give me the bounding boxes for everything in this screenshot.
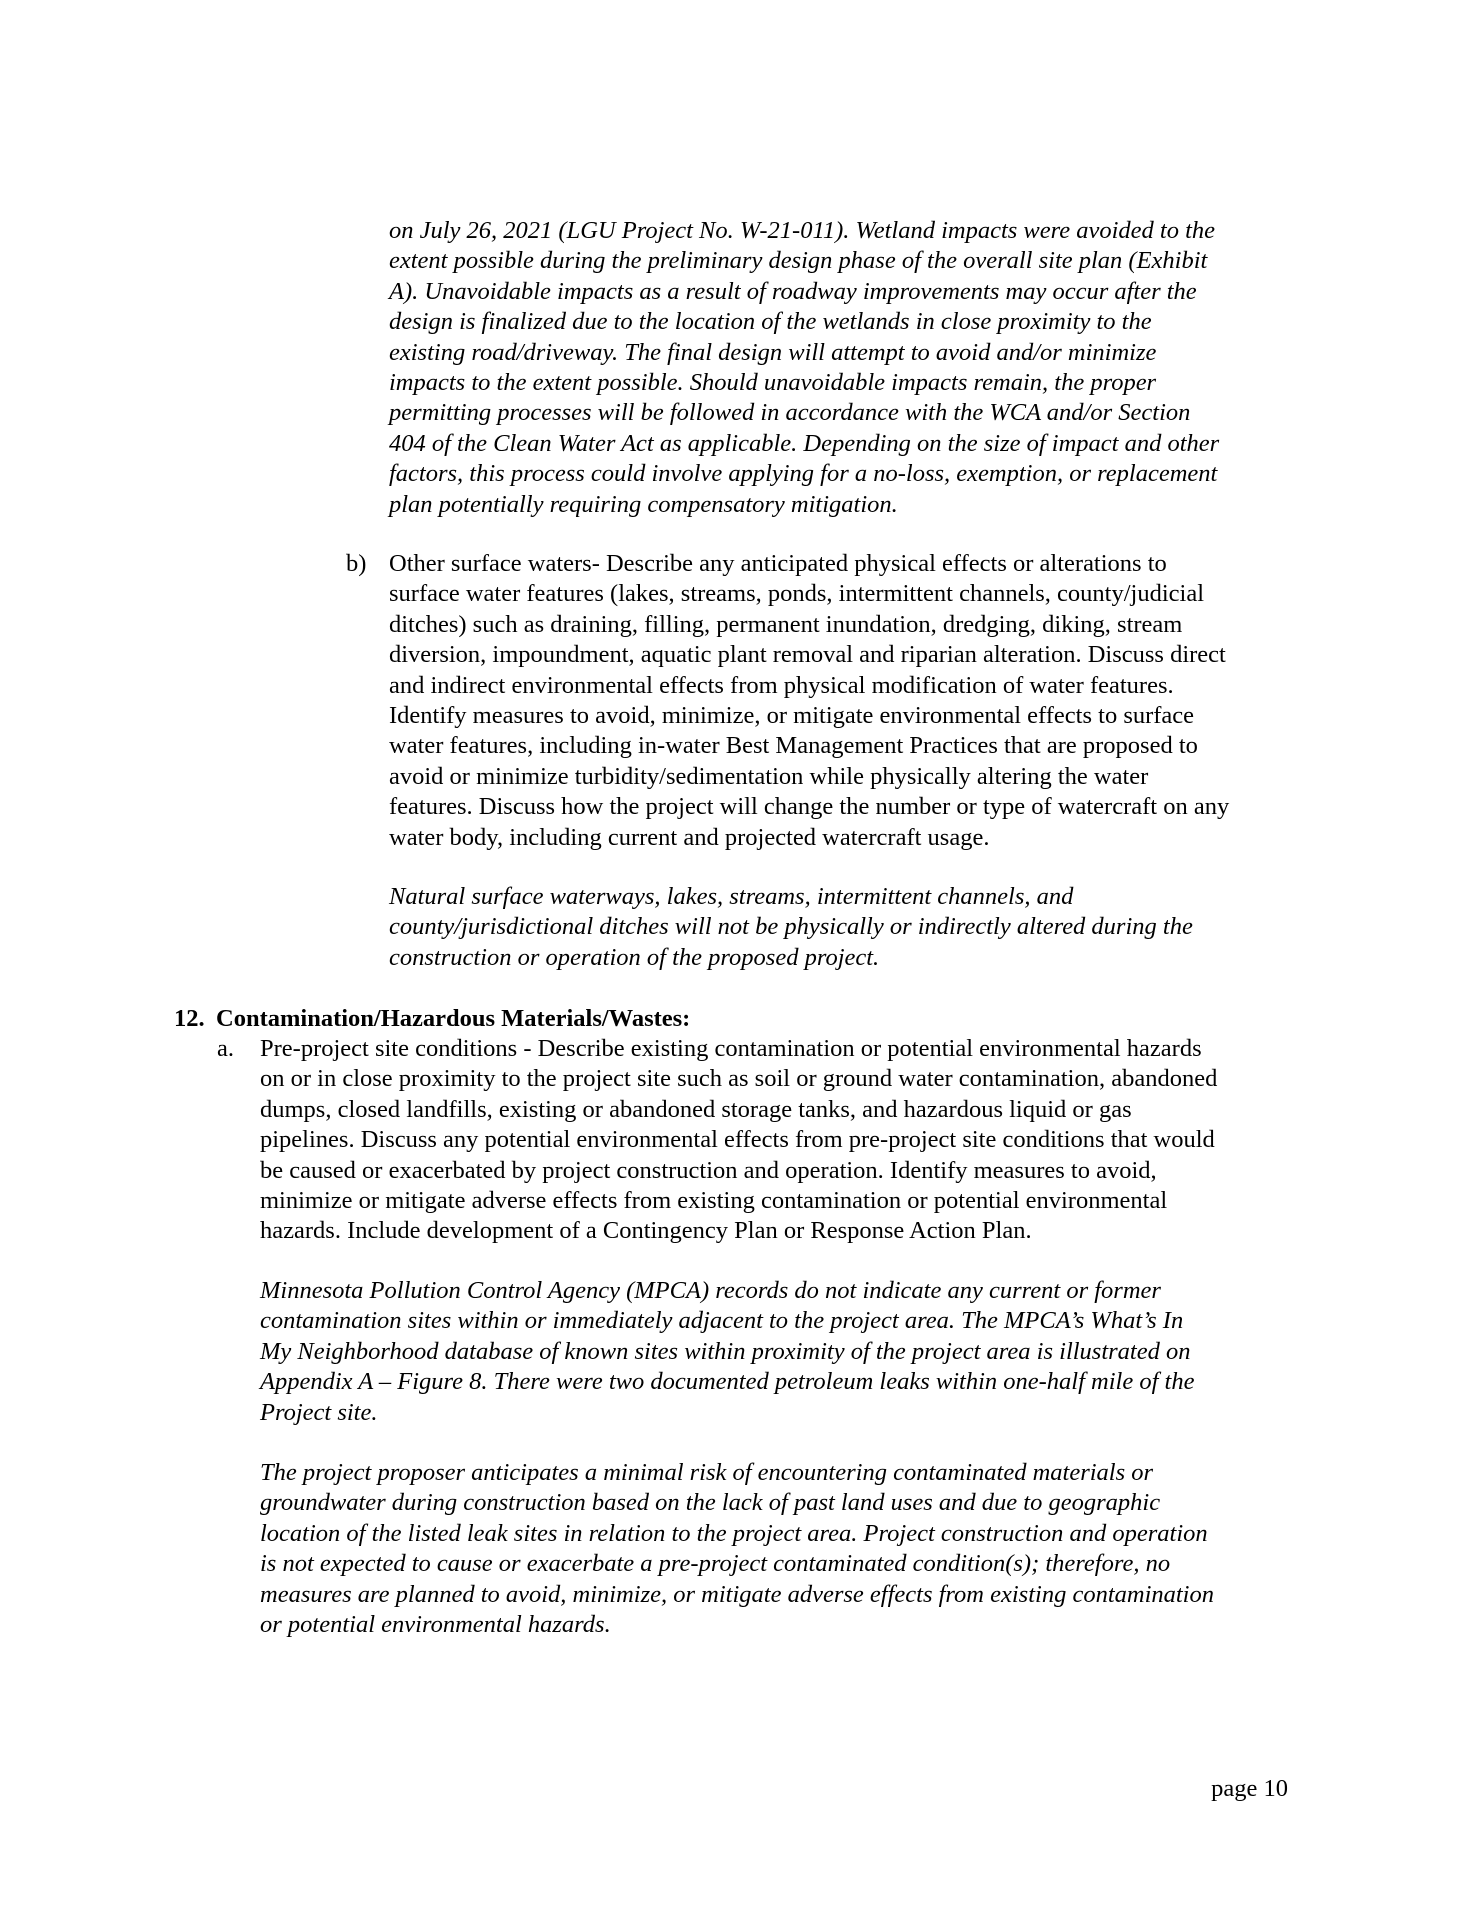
item-a-answer-2 bbox=[260, 1458, 1214, 1640]
item-a-answer-1 bbox=[260, 1276, 1194, 1428]
text-line: plan potentially requiring compensatory mitigation. bbox=[389, 490, 898, 518]
section-number: 12. bbox=[174, 1005, 205, 1032]
text-line: county/jurisdictional ditches will not be physically or indirectly altered during the bbox=[389, 913, 1193, 941]
section-12-heading bbox=[174, 1004, 690, 1034]
text-line: minimize or mitigate adverse effects from existing contamination or potential environmental bbox=[260, 1187, 1168, 1215]
page-number: page 10 bbox=[1211, 1775, 1288, 1802]
text-line: existing road/driveway. The final design will attempt to avoid and/or minimize bbox=[389, 338, 1157, 366]
text-line: design is finalized due to the location of the wetlands in close proximity to the bbox=[389, 308, 1152, 336]
text-line: diversion, impoundment, aquatic plant removal and riparian alteration. Discuss direct bbox=[389, 641, 1226, 669]
text-line: or potential environmental hazards. bbox=[260, 1611, 611, 1639]
text-line: hazards. Include development of a Contingency Plan or Response Action Plan. bbox=[260, 1217, 1032, 1245]
text-line: is not expected to cause or exacerbate a pre-project contaminated condition(s); therefore, no bbox=[260, 1550, 1171, 1578]
text-line: water features, including in-water Best Management Practices that are proposed to bbox=[389, 732, 1198, 760]
text-line: measures are planned to avoid, minimize, or mitigate adverse effects from existing contamination bbox=[260, 1580, 1214, 1608]
text-line: Minnesota Pollution Control Agency (MPCA) records do not indicate any current or former bbox=[260, 1277, 1161, 1304]
text-line: Identify measures to avoid, minimize, or mitigate environmental effects to surface bbox=[389, 702, 1195, 730]
text-line: groundwater during construction based on the lack of past land uses and due to geographic bbox=[260, 1489, 1161, 1517]
text-line: extent possible during the preliminary design phase of the overall site plan (Exhibit bbox=[389, 247, 1208, 275]
text-line: Appendix A – Figure 8. There were two documented petroleum leaks within one-half mile of the bbox=[260, 1368, 1195, 1396]
item-a-question bbox=[260, 1034, 1217, 1247]
text-line: 404 of the Clean Water Act as applicable. Depending on the size of impact and other bbox=[389, 429, 1220, 457]
text-line: Project site. bbox=[260, 1398, 378, 1426]
text-line: and indirect environmental effects from physical modification of water features. bbox=[389, 671, 1174, 699]
text-line: avoid or minimize turbidity/sedimentation while physically altering the water bbox=[389, 762, 1149, 790]
item-b-question bbox=[389, 549, 1229, 853]
text-line: My Neighborhood database of known sites within proximity of the project area is illustrated on bbox=[260, 1337, 1191, 1365]
text-line: A). Unavoidable impacts as a result of roadway improvements may occur after the bbox=[389, 277, 1197, 305]
text-line: location of the listed leak sites in relation to the project area. Project construction and operation bbox=[260, 1519, 1208, 1547]
text-line: Other surface waters- Describe any anticipated physical effects or alterations to bbox=[389, 550, 1167, 577]
text-line: water body, including current and projected watercraft usage. bbox=[389, 823, 990, 851]
text-line: dumps, closed landfills, existing or abandoned storage tanks, and hazardous liquid or gas bbox=[260, 1095, 1132, 1123]
text-line: factors, this process could involve applying for a no-loss, exemption, or replacement bbox=[389, 460, 1218, 488]
text-line: be caused or exacerbated by project construction and operation. Identify measures to avoid, bbox=[260, 1156, 1157, 1184]
text-line: permitting processes will be followed in accordance with the WCA and/or Section bbox=[389, 399, 1191, 427]
text-line: contamination sites within or immediately adjacent to the project area. The MPCA’s What’s In bbox=[260, 1307, 1184, 1335]
text-line: construction or operation of the proposed project. bbox=[389, 943, 880, 971]
item-b-answer bbox=[389, 882, 1193, 973]
section-title: Contamination/Hazardous Materials/Wastes: bbox=[216, 1005, 691, 1032]
text-line: Natural surface waterways, lakes, streams, intermittent channels, and bbox=[389, 883, 1074, 910]
item-a-marker: a. bbox=[217, 1035, 234, 1062]
text-line: on July 26, 2021 (LGU Project No. W-21-011). Wetland impacts were avoided to the bbox=[389, 217, 1216, 244]
text-line: surface water features (lakes, streams, ponds, intermittent channels, county/judicial bbox=[389, 580, 1205, 608]
wetland-continuation-paragraph bbox=[389, 216, 1219, 520]
text-line: pipelines. Discuss any potential environmental effects from pre-project site conditions that would bbox=[260, 1126, 1215, 1154]
text-line: impacts to the extent possible. Should unavoidable impacts remain, the proper bbox=[389, 369, 1157, 397]
item-b-marker: b) bbox=[346, 550, 367, 577]
text-line: on or in close proximity to the project site such as soil or ground water contamination, abandoned bbox=[260, 1065, 1218, 1093]
text-line: Pre-project site conditions - Describe existing contamination or potential environmental hazards bbox=[260, 1035, 1202, 1062]
text-line: features. Discuss how the project will change the number or type of watercraft on any bbox=[389, 793, 1230, 821]
text-line: The project proposer anticipates a minimal risk of encountering contaminated materials or bbox=[260, 1459, 1154, 1486]
text-line: ditches) such as draining, filling, permanent inundation, dredging, diking, stream bbox=[389, 610, 1183, 638]
